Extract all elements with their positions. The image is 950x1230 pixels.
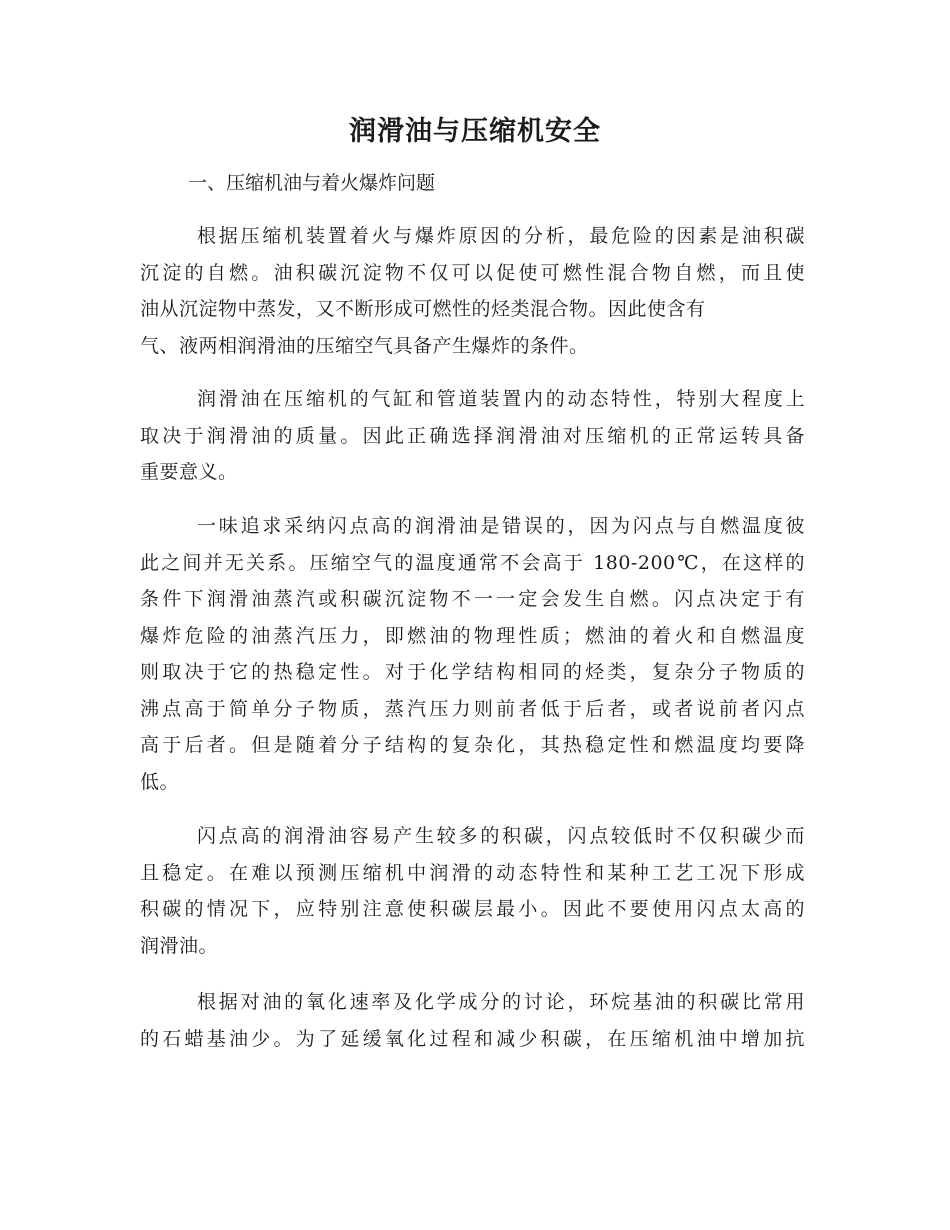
paragraph-3 (140, 508, 805, 800)
paragraph-line: 条件下润滑油蒸汽或积碳沉淀物不一一定会发生自燃。闪点决定于有 (140, 588, 805, 610)
paragraph-line: 沉淀的自燃。油积碳沉淀物不仅可以促使可燃性混合物自燃，而且使 (140, 261, 805, 284)
section-heading: 一、压缩机油与着火爆炸问题 (188, 172, 436, 194)
paragraph-line: 低。 (140, 770, 180, 793)
paragraph-line: 爆炸危险的油蒸汽压力，即燃油的物理性质；燃油的着火和自燃温度 (140, 624, 805, 647)
paragraph-line: 油从沉淀物中蒸发，又不断形成可燃性的烃类混合物。因此使含有 (140, 298, 706, 320)
paragraph-line: 取决于润滑油的质量。因此正确选择润滑油对压缩机的正常运转具备 (140, 424, 805, 447)
paragraph-line: 润滑油。 (140, 934, 219, 957)
paragraph-line: 高于后者。但是随着分子结构的复杂化，其热稳定性和燃温度均要降 (140, 734, 805, 756)
paragraph-line: 根据对油的氧化速率及化学成分的讨论，环烷基油的积碳比常用 (197, 991, 805, 1013)
paragraph-line: 的石蜡基油少。为了延缓氧化过程和减少积碳，在压缩机油中增加抗 (140, 1027, 805, 1050)
paragraph-line: 且稳定。在难以预测压缩机中润滑的动态特性和某种工艺工况下形成 (140, 861, 805, 884)
paragraph-line: 润滑油在压缩机的气缸和管道装置内的动态特性，特别大程度上 (197, 388, 805, 410)
paragraph-2 (140, 381, 805, 491)
paragraph-line: 根据压缩机装置着火与爆炸原因的分析，最危险的因素是油积碳 (197, 225, 805, 247)
document-title: 润滑油与压缩机安全 (349, 116, 601, 147)
paragraph-line: 此之间并无关系。压缩空气的温度通常不会高于 180-200℃，在这样的 (140, 551, 805, 574)
paragraph-line: 则取决于它的热稳定性。对于化学结构相同的烃类，复杂分子物质的 (140, 661, 805, 683)
paragraph-line: 沸点高于简单分子物质，蒸汽压力则前者低于后者，或者说前者闪点 (140, 697, 805, 720)
paragraph-line: 重要意义。 (140, 461, 238, 483)
paragraph-5 (140, 984, 805, 1057)
paragraph-4 (140, 818, 805, 964)
paragraph-line: 积碳的情况下，应特别注意使积碳层最小。因此不要使用闪点太高的 (140, 898, 805, 920)
paragraph-line: 一味追求采纳闪点高的润滑油是错误的，因为闪点与自燃温度彼 (197, 515, 805, 537)
paragraph-line: 闪点高的润滑油容易产生较多的积碳，闪点较低时不仅积碳少而 (197, 825, 805, 847)
paragraph-line: 气、液两相润滑油的压缩空气具备产生爆炸的条件。 (140, 334, 589, 357)
paragraph-1 (140, 218, 805, 364)
